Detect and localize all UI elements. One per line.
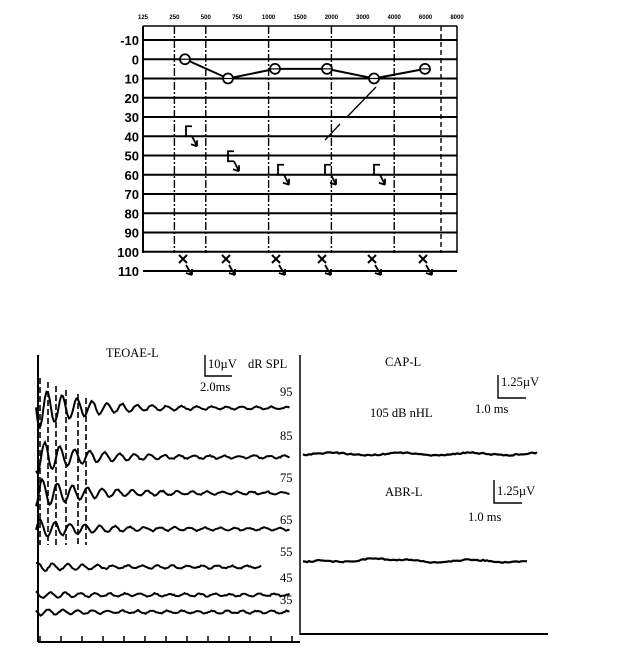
audiogram-frequency-labels <box>138 15 464 21</box>
level-tick-label: 60 <box>124 167 139 183</box>
no-response-x-marker <box>419 255 427 263</box>
no-response-arrow-icon <box>283 175 289 185</box>
teoae-level-label: 65 <box>280 513 293 527</box>
teoae-level-label: 95 <box>280 385 293 399</box>
frequency-tick-label: 500 <box>200 15 211 21</box>
cap-stimulus-level: 105 dB nHL <box>370 406 433 420</box>
annotation-pointer-line <box>347 87 376 117</box>
frequency-tick-label: 750 <box>232 15 243 21</box>
teoae-waveform-trace <box>36 610 290 616</box>
abr-title: ABR-L <box>385 485 423 499</box>
teoae-scale-voltage: 10µV <box>208 357 237 371</box>
bone-conduction-bracket-icon <box>278 165 284 175</box>
bone-conduction-bracket-icon <box>325 165 331 175</box>
teoae-level-labels <box>280 385 293 607</box>
level-tick-label: 40 <box>124 129 139 145</box>
cap-abr-panel <box>300 355 548 634</box>
level-tick-label: 0 <box>131 52 139 68</box>
teoae-waveform-trace <box>36 442 290 473</box>
no-response-x-marker <box>179 255 187 263</box>
abr-scale-time: 1.0 ms <box>468 510 502 524</box>
abr-scale-voltage: 1.25µV <box>497 484 536 498</box>
level-tick-label: 70 <box>124 187 139 202</box>
teoae-level-label: 55 <box>280 545 293 559</box>
cap-title: CAP-L <box>385 355 422 369</box>
level-tick-label: -10 <box>120 33 139 48</box>
frequency-tick-label: 1000 <box>261 15 276 21</box>
frequency-tick-label: 2000 <box>324 15 339 21</box>
no-response-arrow-icon <box>330 175 336 185</box>
teoae-waveform-trace <box>36 591 290 598</box>
level-tick-label: 80 <box>124 206 139 222</box>
teoae-waveform-trace <box>36 392 290 427</box>
level-tick-label: 10 <box>124 71 139 87</box>
cap-scale-voltage: 1.25µV <box>501 375 540 389</box>
teoae-level-label: 35 <box>280 593 293 607</box>
no-response-arrow-icon <box>191 136 197 146</box>
no-response-x-marker <box>272 255 280 263</box>
bone-conduction-bracket-icon <box>186 126 192 136</box>
frequency-tick-label: 125 <box>137 15 149 21</box>
frequency-tick-label: 250 <box>169 15 180 21</box>
no-response-arrow-icon <box>233 161 239 171</box>
audiogram <box>117 15 464 279</box>
audiogram-grid <box>143 26 457 271</box>
level-tick-label: 110 <box>118 264 139 279</box>
teoae-panel <box>36 346 300 642</box>
teoae-scale-time: 2.0ms <box>200 380 231 394</box>
frequency-tick-label: 3000 <box>356 15 370 21</box>
teoae-waveform-trace <box>36 563 261 571</box>
teoae-waveform-trace <box>36 480 290 507</box>
no-response-x-marker <box>368 255 376 263</box>
teoae-level-label: 75 <box>280 471 293 485</box>
level-tick-label: 90 <box>124 225 139 241</box>
teoae-level-label: 45 <box>280 571 293 585</box>
teoae-unit: dR SPL <box>248 357 288 371</box>
level-tick-label: 20 <box>124 90 139 106</box>
teoae-title: TEOAE-L <box>106 346 159 360</box>
frequency-tick-label: 4000 <box>387 15 401 21</box>
frequency-tick-label: 1500 <box>293 15 307 21</box>
frequency-tick-label: 6000 <box>418 15 433 21</box>
no-response-x-marker <box>318 255 326 263</box>
teoae-traces <box>36 378 290 616</box>
teoae-waveform-trace <box>36 520 290 537</box>
cap-scale-time: 1.0 ms <box>475 402 509 416</box>
audiogram-level-labels <box>117 33 139 279</box>
threshold-connecting-line <box>185 59 425 78</box>
abr-trace <box>303 558 527 562</box>
level-tick-label: 50 <box>124 148 139 164</box>
teoae-level-label: 85 <box>280 429 293 443</box>
frequency-tick-label: 8000 <box>450 15 464 21</box>
cap-trace <box>303 452 537 455</box>
bone-conduction-bracket-icon <box>374 165 380 175</box>
level-tick-label: 100 <box>117 244 139 260</box>
no-response-x-marker <box>222 255 230 263</box>
annotation-pointer-line <box>325 124 340 140</box>
level-tick-label: 30 <box>124 110 139 125</box>
no-response-arrow-icon <box>379 175 385 185</box>
